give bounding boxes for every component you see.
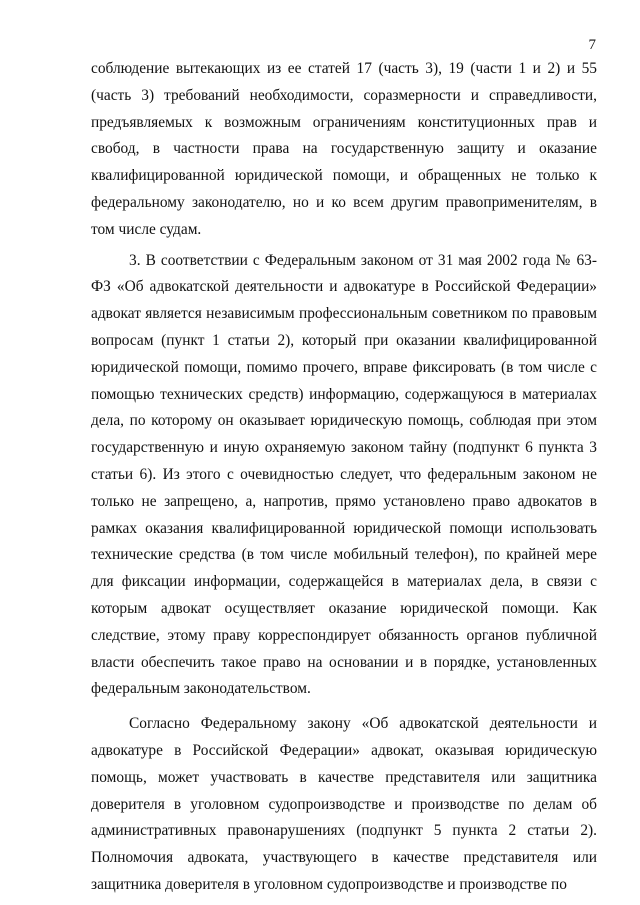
paragraph-section-3: 3. В соответствии с Федеральным законом от 31 мая 2002 года № 63-ФЗ «Об адвокатской деятельности и адвокатуре в Российской Федерации» адвокат является независимым профессиональным советником по правовым вопросам (пункт 1 статьи 2), который при оказании квалифицированной юридической помощи, помимо прочего, вправе фиксировать (в том числе с помощью технических средств) информацию, содержащуюся в материалах дела, по которому он оказывает юридическую помощь, соблюдая при этом государственную и иную охраняемую законом тайну (подпункт 6 пункта 3 статьи 6). Из этого с очевидностью следует, что федеральным законом не только не запрещено, а, напротив, прямо установлено право адвокатов в рамках оказания квалифицированной юридической помощи использовать технические средства (в том числе мобильный телефон), по крайней мере для фиксации информации, содержащейся в материалах дела, в связи с которым адвокат осуществляет оказание юридической помощи. Как следствие, этому праву корреспондирует обязанность органов публичной власти обеспечить такое право на основании и в порядке, установленных федеральным законодательством. (91, 251, 597, 698)
page-number: 7 (588, 37, 596, 53)
paragraph-continuation: соблюдение вытекающих из ее статей 17 (часть 3), 19 (части 1 и 2) и 55 (часть 3) требований необходимости, соразмерности и справедливости, предъявляемых к возможным ограничениям конституционных прав и свобод, в частности права на государственную защиту и оказание квалифицированной юридической помощи, и обращенных не только к федеральному законодателю, но и ко всем другим правоприменителям, в том числе судам. (91, 60, 597, 238)
document-body (91, 56, 597, 899)
paragraph-federal-law: Согласно Федеральному закону «Об адвокатской деятельности и адвокатуре в Российской Федерации» адвокат, оказывая юридическую помощь, может участвовать в качестве представителя или защитника доверителя в уголовном судопроизводстве и производстве по делам об административных правонарушениях (подпункт 5 пункта 2 статьи 2). Полномочия адвоката, участвующего в качестве представителя или защитника доверителя в уголовном судопроизводстве и производстве по (91, 715, 597, 893)
